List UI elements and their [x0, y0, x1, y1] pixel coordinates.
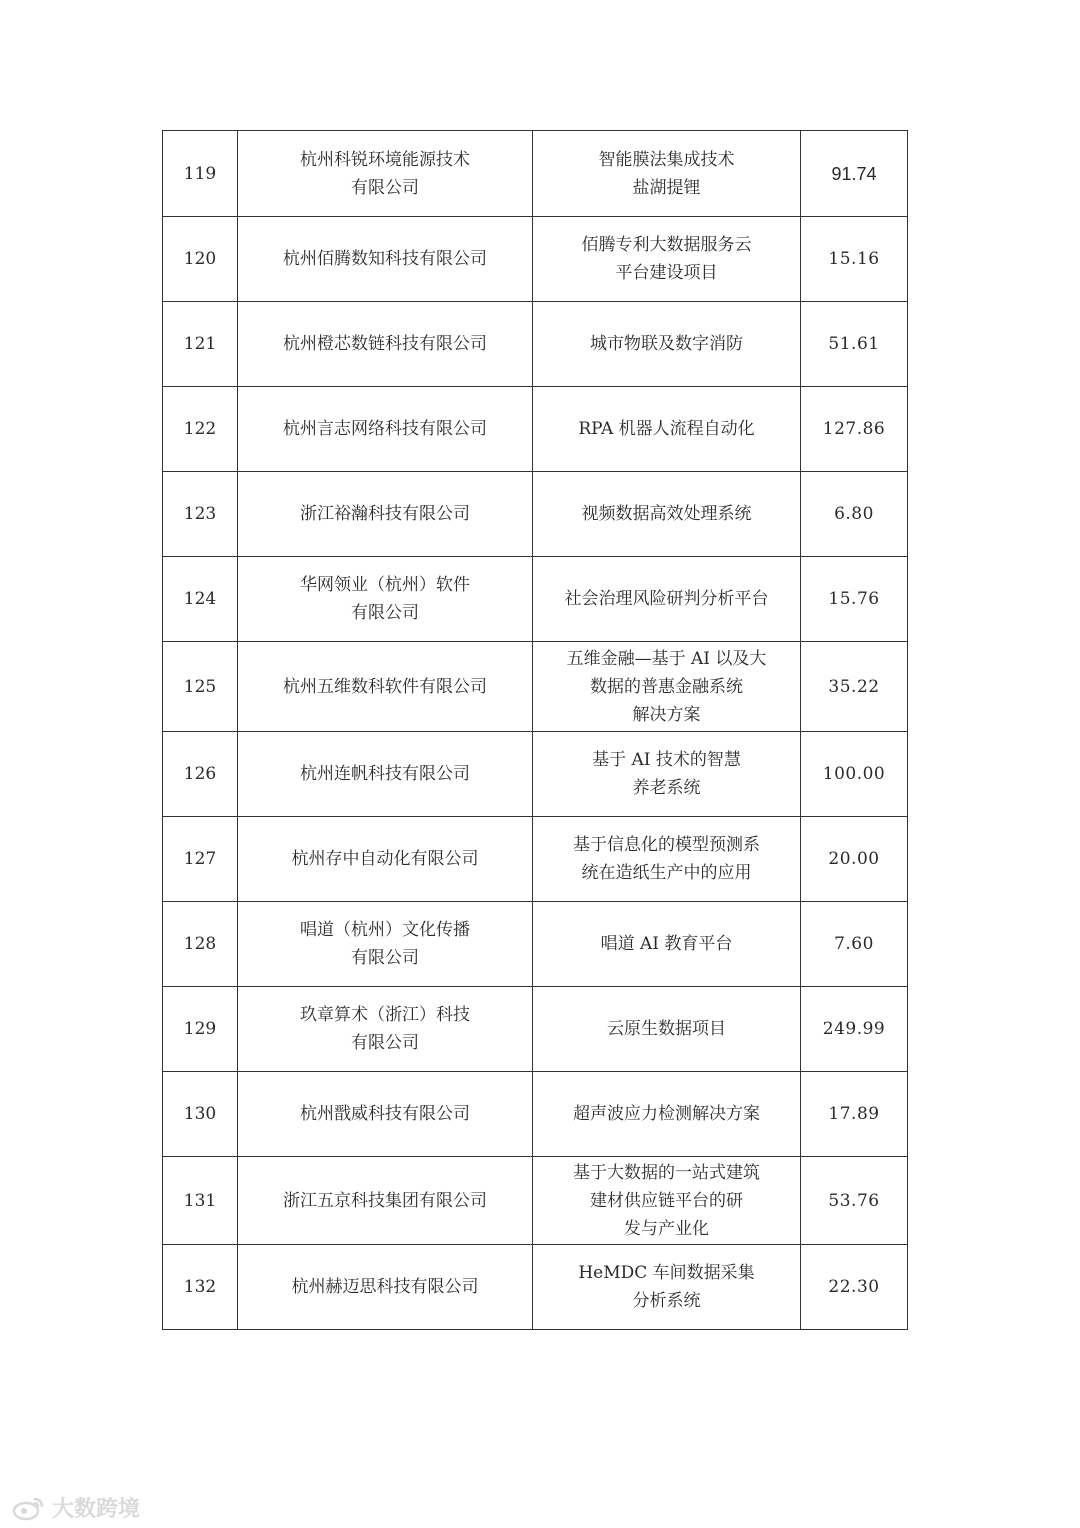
- company-name-cell: 杭州橙芯数链科技有限公司: [238, 302, 533, 387]
- row-number-cell: 120: [163, 217, 238, 302]
- company-name-cell: 杭州戬威科技有限公司: [238, 1072, 533, 1157]
- table-body: [163, 131, 908, 1330]
- amount-cell: 100.00: [801, 732, 908, 817]
- amount-cell: 20.00: [801, 817, 908, 902]
- company-name-cell: 杭州五维数科软件有限公司: [238, 642, 533, 732]
- table-row: [163, 131, 908, 217]
- row-number-cell: 125: [163, 642, 238, 732]
- project-name-cell: 基于 AI 技术的智慧 养老系统: [533, 732, 801, 817]
- amount-cell: 249.99: [801, 987, 908, 1072]
- table-row: [163, 732, 908, 817]
- table-row: [163, 987, 908, 1072]
- amount-cell: 22.30: [801, 1245, 908, 1330]
- row-number-cell: 122: [163, 387, 238, 472]
- project-name-cell: 视频数据高效处理系统: [533, 472, 801, 557]
- project-name-cell: 智能膜法集成技术 盐湖提锂: [533, 131, 801, 217]
- project-name-cell: RPA 机器人流程自动化: [533, 387, 801, 472]
- table-row: [163, 1157, 908, 1245]
- table-row: [163, 472, 908, 557]
- project-name-cell: 基于信息化的模型预测系 统在造纸生产中的应用: [533, 817, 801, 902]
- row-number-cell: 126: [163, 732, 238, 817]
- row-number-cell: 132: [163, 1245, 238, 1330]
- table-row: [163, 902, 908, 987]
- row-number-cell: 131: [163, 1157, 238, 1245]
- table-row: [163, 1245, 908, 1330]
- row-number-cell: 129: [163, 987, 238, 1072]
- watermark-text: 大数跨境: [52, 1497, 141, 1522]
- table-row: [163, 217, 908, 302]
- company-name-cell: 杭州科锐环境能源技术 有限公司: [238, 131, 533, 217]
- row-number-cell: 124: [163, 557, 238, 642]
- project-funding-table: [162, 130, 908, 1330]
- amount-cell: 91.74: [801, 131, 908, 217]
- company-name-cell: 杭州赫迈思科技有限公司: [238, 1245, 533, 1330]
- amount-cell: 35.22: [801, 642, 908, 732]
- company-name-cell: 杭州连帆科技有限公司: [238, 732, 533, 817]
- project-name-cell: 唱道 AI 教育平台: [533, 902, 801, 987]
- project-name-cell: 超声波应力检测解决方案: [533, 1072, 801, 1157]
- company-name-cell: 华网领业（杭州）软件 有限公司: [238, 557, 533, 642]
- table-row: [163, 817, 908, 902]
- row-number-cell: 123: [163, 472, 238, 557]
- project-name-cell: 佰腾专利大数据服务云 平台建设项目: [533, 217, 801, 302]
- table-row: [163, 557, 908, 642]
- amount-cell: 6.80: [801, 472, 908, 557]
- amount-cell: 15.16: [801, 217, 908, 302]
- table-row: [163, 642, 908, 732]
- amount-cell: 7.60: [801, 902, 908, 987]
- table-row: [163, 1072, 908, 1157]
- row-number-cell: 130: [163, 1072, 238, 1157]
- company-name-cell: 浙江五京科技集团有限公司: [238, 1157, 533, 1245]
- amount-cell: 53.76: [801, 1157, 908, 1245]
- watermark: [12, 1492, 140, 1523]
- company-name-cell: 杭州佰腾数知科技有限公司: [238, 217, 533, 302]
- row-number-cell: 121: [163, 302, 238, 387]
- table-row: [163, 387, 908, 472]
- amount-cell: 17.89: [801, 1072, 908, 1157]
- company-name-cell: 唱道（杭州）文化传播 有限公司: [238, 902, 533, 987]
- project-name-cell: 五维金融—基于 AI 以及大 数据的普惠金融系统 解决方案: [533, 642, 801, 732]
- amount-cell: 15.76: [801, 557, 908, 642]
- project-name-cell: 云原生数据项目: [533, 987, 801, 1072]
- amount-cell: 51.61: [801, 302, 908, 387]
- amount-cell: 127.86: [801, 387, 908, 472]
- row-number-cell: 127: [163, 817, 238, 902]
- project-name-cell: 城市物联及数字消防: [533, 302, 801, 387]
- company-name-cell: 杭州存中自动化有限公司: [238, 817, 533, 902]
- company-name-cell: 浙江裕瀚科技有限公司: [238, 472, 533, 557]
- project-name-cell: 基于大数据的一站式建筑 建材供应链平台的研 发与产业化: [533, 1157, 801, 1245]
- project-name-cell: HeMDC 车间数据采集 分析系统: [533, 1245, 801, 1330]
- row-number-cell: 119: [163, 131, 238, 217]
- weibo-logo-icon: [12, 1495, 46, 1521]
- row-number-cell: 128: [163, 902, 238, 987]
- project-name-cell: 社会治理风险研判分析平台: [533, 557, 801, 642]
- company-name-cell: 玖章算术（浙江）科技 有限公司: [238, 987, 533, 1072]
- company-name-cell: 杭州言志网络科技有限公司: [238, 387, 533, 472]
- table-row: [163, 302, 908, 387]
